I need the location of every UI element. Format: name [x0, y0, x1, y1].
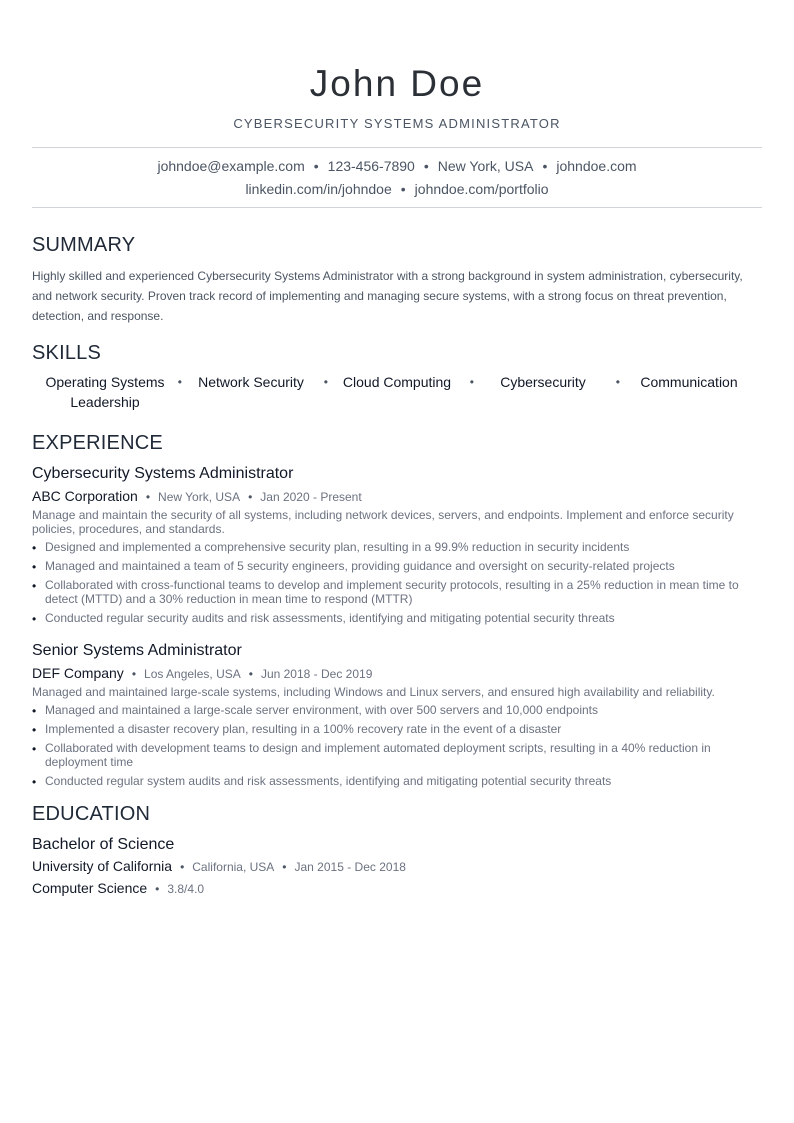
- separator: •: [180, 860, 185, 874]
- portfolio-link[interactable]: johndoe.com/portfolio: [414, 181, 549, 197]
- candidate-title: CYBERSECURITY SYSTEMS ADMINISTRATOR: [233, 116, 561, 131]
- achievement-item: • Managed and maintained a large-scale server environment, with over 500 servers and 10,000 endpoints: [32, 703, 762, 717]
- gpa: 3.8/4.0: [167, 882, 205, 896]
- job-dates: Jun 2018 - Dec 2019: [260, 667, 373, 681]
- separator: •: [615, 375, 620, 389]
- company-name: ABC Corporation: [32, 488, 138, 504]
- job-achievements: [32, 540, 762, 625]
- separator: •: [400, 181, 406, 197]
- education-section: [0, 803, 794, 899]
- email-link[interactable]: johndoe@example.com: [157, 158, 305, 174]
- candidate-name: John Doe: [309, 63, 485, 104]
- summary-heading: SUMMARY: [32, 234, 136, 256]
- separator: •: [248, 490, 253, 504]
- job-entry: [32, 641, 762, 788]
- linkedin-link[interactable]: linkedin.com/in/johndoe: [245, 181, 392, 197]
- skills-section: [0, 342, 794, 412]
- achievement-item: • Collaborated with development teams to design and implement automated deployment scripts, resulting in a 40% reduction in deployment time: [32, 741, 762, 769]
- achievement-item: • Conducted regular system audits and risk assessments, identifying and mitigating potential security threats: [32, 774, 762, 788]
- job-meta: [32, 663, 762, 684]
- separator: •: [145, 490, 151, 504]
- separator: •: [423, 158, 429, 174]
- skill-label: Cybersecurity: [500, 374, 586, 390]
- school-location: California, USA: [192, 860, 275, 874]
- experience-section: [0, 432, 794, 788]
- website-link[interactable]: johndoe.com: [556, 158, 637, 174]
- job-description: Manage and maintain the security of all systems, including network devices, servers, and endpoints. Implement and enforce security policies, procedures, and standards.: [32, 508, 734, 536]
- skill-item: [324, 372, 474, 392]
- job-description: Managed and maintained large-scale systems, including Windows and Linux servers, and ensured high availability and reliability.: [32, 685, 715, 699]
- contact-info: [0, 148, 794, 201]
- separator: •: [155, 882, 160, 896]
- summary-text: Highly skilled and experienced Cybersecurity Systems Administrator with a strong background in system administration, cybersecurity, and network security. Proven track record of implementing and managing secure systems, with a strong focus on threat prevention, detection, and response.: [32, 269, 743, 323]
- job-location: New York, USA: [158, 490, 241, 504]
- achievement-item: • Collaborated with cross-functional teams to develop and implement security protocols, resulting in a 25% reduction in mean time to detect (MTTD) and a 30% reduction in mean time to respond (MTTR): [32, 578, 762, 606]
- school-name: University of California: [32, 858, 173, 874]
- contact-line-2: [0, 178, 794, 201]
- skills-list: [32, 372, 762, 412]
- skill-label: Communication: [640, 374, 738, 390]
- education-heading: EDUCATION: [32, 803, 151, 825]
- separator: •: [282, 860, 287, 874]
- job-meta: [32, 486, 762, 507]
- experience-heading: EXPERIENCE: [32, 432, 163, 454]
- skill-item: [32, 372, 182, 392]
- school-dates: Jan 2015 - Dec 2018: [294, 860, 406, 874]
- job-entry: [32, 464, 762, 625]
- contact-divider: [32, 207, 762, 208]
- skill-label: Operating Systems: [45, 374, 165, 390]
- job-title: Senior Systems Administrator: [32, 642, 242, 659]
- skill-label: Network Security: [198, 374, 304, 390]
- job-achievements: [32, 703, 762, 788]
- skill-item: [616, 372, 762, 392]
- skill-label: Leadership: [70, 394, 140, 410]
- summary-section: [0, 234, 794, 326]
- skill-item: [470, 372, 620, 392]
- skills-heading: SKILLS: [32, 342, 102, 364]
- resume-header: [0, 0, 794, 131]
- skill-label: Cloud Computing: [342, 374, 452, 390]
- phone-number[interactable]: 123-456-7890: [327, 158, 415, 174]
- achievement-item: • Designed and implemented a comprehensive security plan, resulting in a 99.9% reduction in security incidents: [32, 540, 762, 554]
- separator: •: [323, 375, 328, 389]
- separator: •: [248, 667, 253, 681]
- field-meta: [32, 878, 762, 899]
- school-meta: [32, 856, 762, 877]
- separator: •: [313, 158, 319, 174]
- contact-line-1: [0, 155, 794, 178]
- separator: •: [131, 667, 137, 681]
- location: New York, USA: [437, 158, 534, 174]
- field-of-study: Computer Science: [32, 880, 148, 896]
- job-dates: Jan 2020 - Present: [260, 490, 362, 504]
- achievement-item: • Implemented a disaster recovery plan, resulting in a 100% recovery rate in the event of a disaster: [32, 722, 762, 736]
- skill-item: [178, 372, 328, 392]
- separator: •: [177, 375, 182, 389]
- achievement-item: • Conducted regular security audits and risk assessments, identifying and mitigating potential security threats: [32, 611, 762, 625]
- degree-title: Bachelor of Science: [32, 836, 175, 853]
- job-location: Los Angeles, USA: [144, 667, 241, 681]
- company-name: DEF Company: [32, 665, 124, 681]
- job-title: Cybersecurity Systems Administrator: [32, 465, 294, 482]
- separator: •: [469, 375, 474, 389]
- skill-item: [32, 392, 178, 412]
- achievement-item: • Managed and maintained a team of 5 security engineers, providing guidance and oversight on security-related projects: [32, 559, 762, 573]
- separator: •: [542, 158, 548, 174]
